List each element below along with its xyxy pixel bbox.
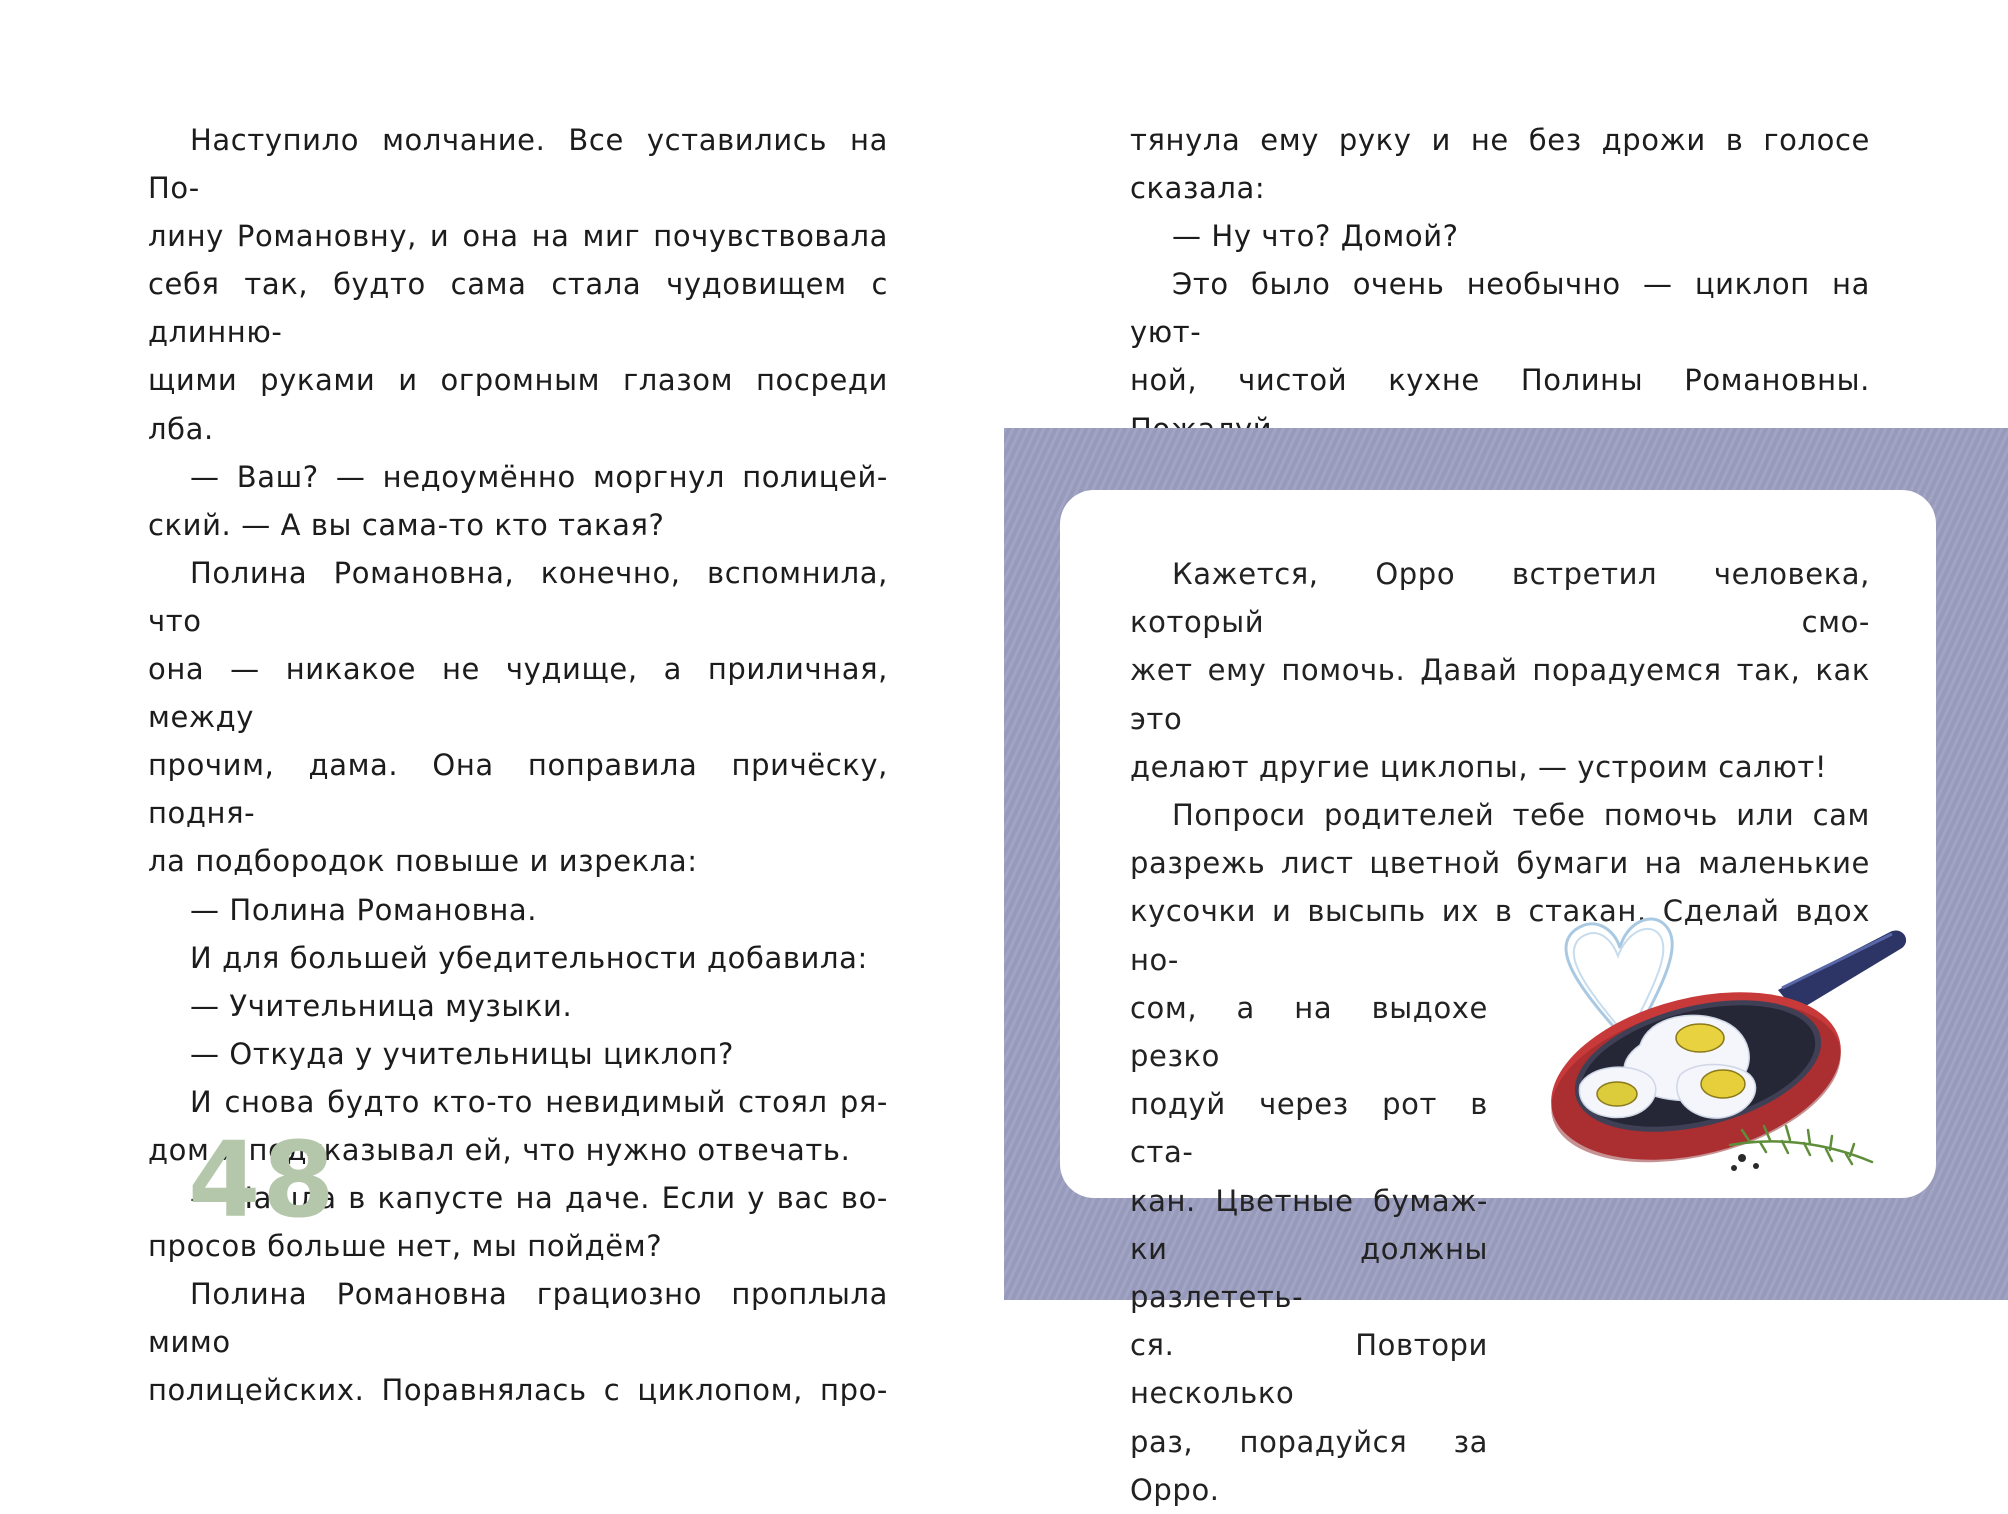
paragraph-line: прочим, дама. Она поправила причёску, подня-	[148, 748, 888, 831]
paragraph: Это было очень необычно — циклоп на уют-	[1130, 267, 1870, 350]
pan-handle	[1778, 931, 1906, 1012]
right-page	[1004, 0, 2008, 1507]
paragraph-line: полицейских. Поравнялась с циклопом, про-	[148, 1373, 888, 1408]
paragraph-line: щими руками и огромным глазом посреди лба.	[148, 363, 888, 446]
paragraph: — Ну что? Домой?	[1172, 219, 1459, 254]
frying-pan-illustration	[1520, 870, 1920, 1190]
paragraph-line: кусочки и высыпь их в стакан. Сделай вдох но-	[1130, 894, 1870, 977]
paragraph: — Откуда у учительницы циклоп?	[190, 1036, 734, 1071]
page-number: 48	[188, 1119, 337, 1241]
paragraph: Полина Романовна, конечно, вспомнила, что	[148, 555, 888, 638]
left-page	[0, 0, 1004, 1408]
paragraph-line: жет ему помочь. Давай порадуемся так, как это	[1130, 653, 1870, 736]
paragraph-line: ки должны разлететь-	[1130, 1231, 1488, 1315]
paragraph-line: она — никакое не чудище, а приличная, между	[148, 652, 888, 735]
paragraph: И снова будто кто-то невидимый стоял ря-	[190, 1084, 888, 1119]
paragraph: Кажется, Орро встретил человека, который смо-	[1130, 557, 1870, 640]
paragraph-line: просов больше нет, мы пойдём?	[148, 1229, 663, 1264]
paragraph-line: делают другие циклопы, — устроим салют!	[1130, 749, 1828, 784]
paragraph: И для большей убедительности добавила:	[190, 940, 868, 975]
paragraph-line: сом, а на выдохе резко	[1130, 990, 1488, 1074]
pepper-dots	[1731, 1154, 1759, 1171]
paragraph-line: ной, чистой кухне Полины Романовны.	[1130, 363, 1870, 398]
paragraph: — Учительница музыки.	[190, 988, 573, 1023]
paragraph-line: сказала:	[1130, 171, 1266, 206]
paragraph-line: раз, порадуйся за Орро.	[1130, 1424, 1488, 1507]
paragraph: — Полина Романовна.	[190, 892, 538, 927]
paragraph: Наступило молчание. Все уставились на По-	[148, 123, 888, 206]
paragraph-line: тянула ему руку и не без дрожи в голосе	[1130, 123, 1870, 157]
paragraph-line: ся. Повтори несколько	[1130, 1328, 1488, 1411]
paragraph: — Нашла в капусте на даче. Если у вас во-	[190, 1181, 888, 1216]
paragraph-line: разрежь лист цветной бумаги на маленькие	[1130, 846, 1870, 881]
paragraph-line: дом и подсказывал ей, что нужно отвечать.	[148, 1132, 851, 1167]
paragraph-line: ский. — А вы сама-то кто такая?	[148, 507, 665, 542]
paragraph-line: кан. Цветные бумаж-	[1130, 1183, 1488, 1218]
paragraph-line: подуй через рот в ста-	[1130, 1087, 1488, 1170]
paragraph-line: ла подбородок повыше и изрекла:	[148, 844, 698, 879]
paragraph-line: себя так, будто сама стала чудовищем с длинню-	[148, 267, 888, 350]
paragraph-line: лину Романовну, и она на миг почувствовала	[148, 219, 888, 254]
paragraph: Попроси родителей тебе помочь или сам	[1172, 798, 1870, 833]
paragraph: — Ваш? — недоумённо моргнул полицей-	[190, 459, 888, 494]
paragraph: Полина Романовна грациозно проплыла мимо	[148, 1277, 888, 1360]
